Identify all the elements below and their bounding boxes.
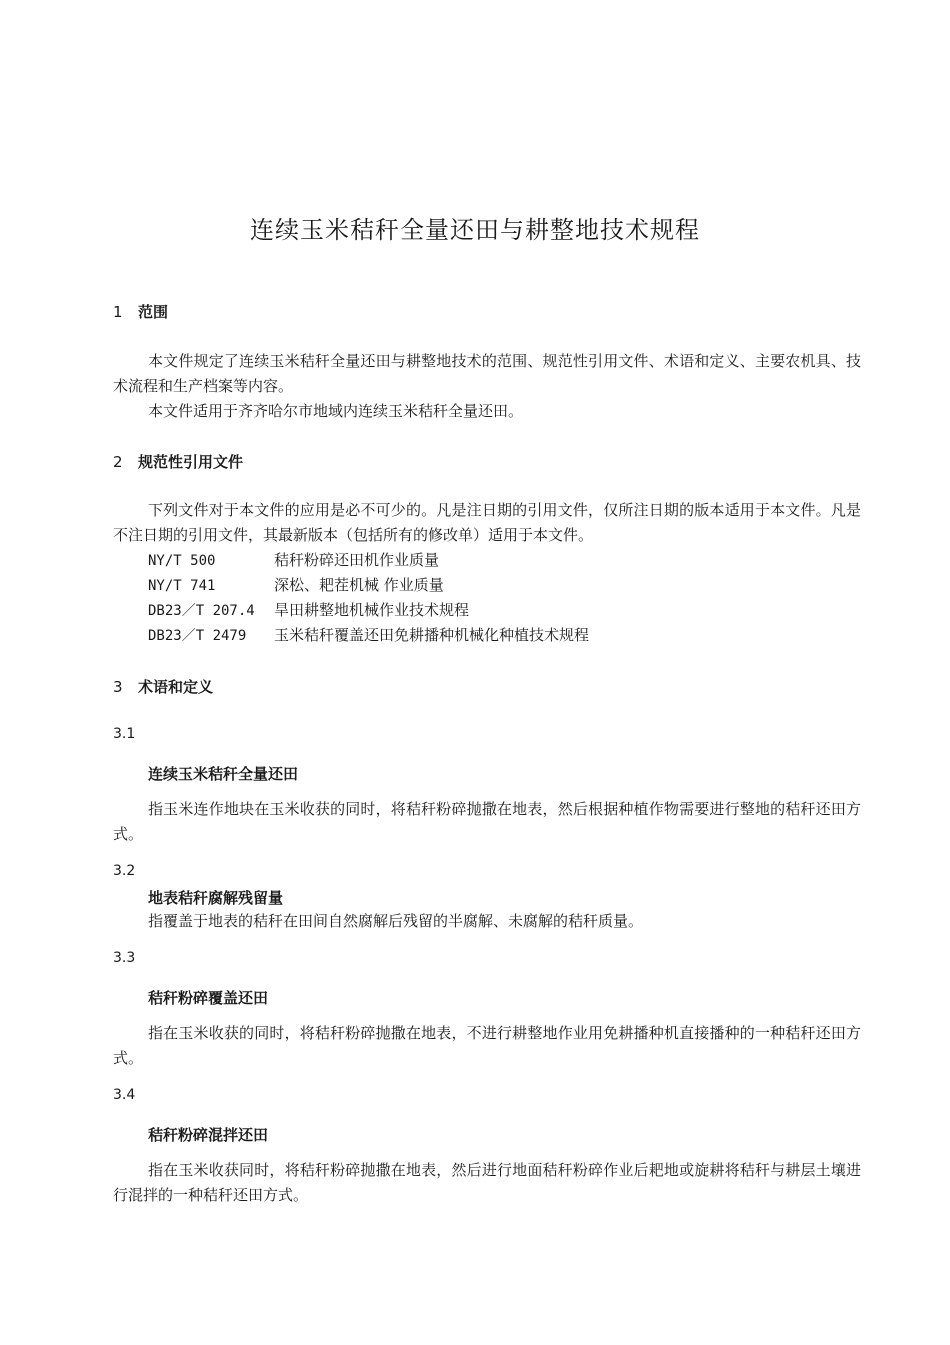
paragraph: 下列文件对于本文件的应用是必不可少的。凡是注日期的引用文件，仅所注日期的版本适用于本文件。凡是不注日期的引用文件，其最新版本（包括所有的修改单）适用于本文件。 <box>113 501 861 544</box>
section-number: 2 <box>113 453 123 471</box>
term-number: 3.2 <box>113 863 136 879</box>
reference-title: 玉米秸秆覆盖还田免耕播种机械化种植技术规程 <box>274 626 590 644</box>
section-number: 1 <box>113 303 123 321</box>
section-title: 规范性引用文件 <box>138 453 244 471</box>
section-2-heading <box>113 451 243 472</box>
term-name: 秸秆粉碎覆盖还田 <box>148 989 269 1007</box>
section-number: 3 <box>113 678 123 696</box>
term-name: 秸秆粉碎混拌还田 <box>148 1126 269 1144</box>
term-number: 3.4 <box>113 1087 136 1103</box>
reference-item <box>148 573 444 599</box>
reference-item <box>148 548 439 574</box>
paragraph: 本文件规定了连续玉米秸秆全量还田与耕整地技术的范围、规范性引用文件、术语和定义、主要农机具、技术流程和生产档案等内容。 <box>113 352 861 395</box>
document-title: 连续玉米秸秆全量还田与耕整地技术规程 <box>250 216 700 244</box>
section-1-heading <box>113 301 168 322</box>
reference-code: NY/T 500 <box>148 553 216 569</box>
reference-item <box>148 623 589 649</box>
section-title: 术语和定义 <box>138 678 214 696</box>
paragraph: 本文件适用于齐齐哈尔市地域内连续玉米秸秆全量还田。 <box>148 402 524 420</box>
reference-item <box>148 598 469 624</box>
term-definition: 指玉米连作地块在玉米收获的同时，将秸秆粉碎抛撒在地表，然后根据种植作物需要进行整地的秸秆还田方式。 <box>113 800 861 843</box>
section-title: 范围 <box>138 303 169 321</box>
reference-code: DB23／T 2479 <box>148 628 247 644</box>
reference-code: NY/T 741 <box>148 578 216 594</box>
reference-title: 秸秆粉碎还田机作业质量 <box>274 551 440 569</box>
term-name: 地表秸秆腐解残留量 <box>148 889 284 907</box>
term-definition: 指覆盖于地表的秸秆在田间自然腐解后残留的半腐解、未腐解的秸秆质量。 <box>148 912 644 930</box>
reference-title: 深松、耙茬机械 作业质量 <box>274 576 444 594</box>
term-name: 连续玉米秸秆全量还田 <box>148 765 299 783</box>
reference-title: 旱田耕整地机械作业技术规程 <box>274 601 470 619</box>
term-definition: 指在玉米收获同时，将秸秆粉碎抛撒在地表，然后进行地面秸秆粉碎作业后耙地或旋耕将秸秆与耕层土壤进行混拌的一种秸秆还田方式。 <box>113 1161 861 1204</box>
term-number: 3.1 <box>113 726 136 742</box>
reference-code: DB23／T 207.4 <box>148 603 255 619</box>
term-definition: 指在玉米收获的同时，将秸秆粉碎抛撒在地表，不进行耕整地作业用免耕播种机直接播种的一种秸秆还田方式。 <box>113 1024 861 1067</box>
section-3-heading <box>113 676 213 697</box>
term-number: 3.3 <box>113 950 136 966</box>
